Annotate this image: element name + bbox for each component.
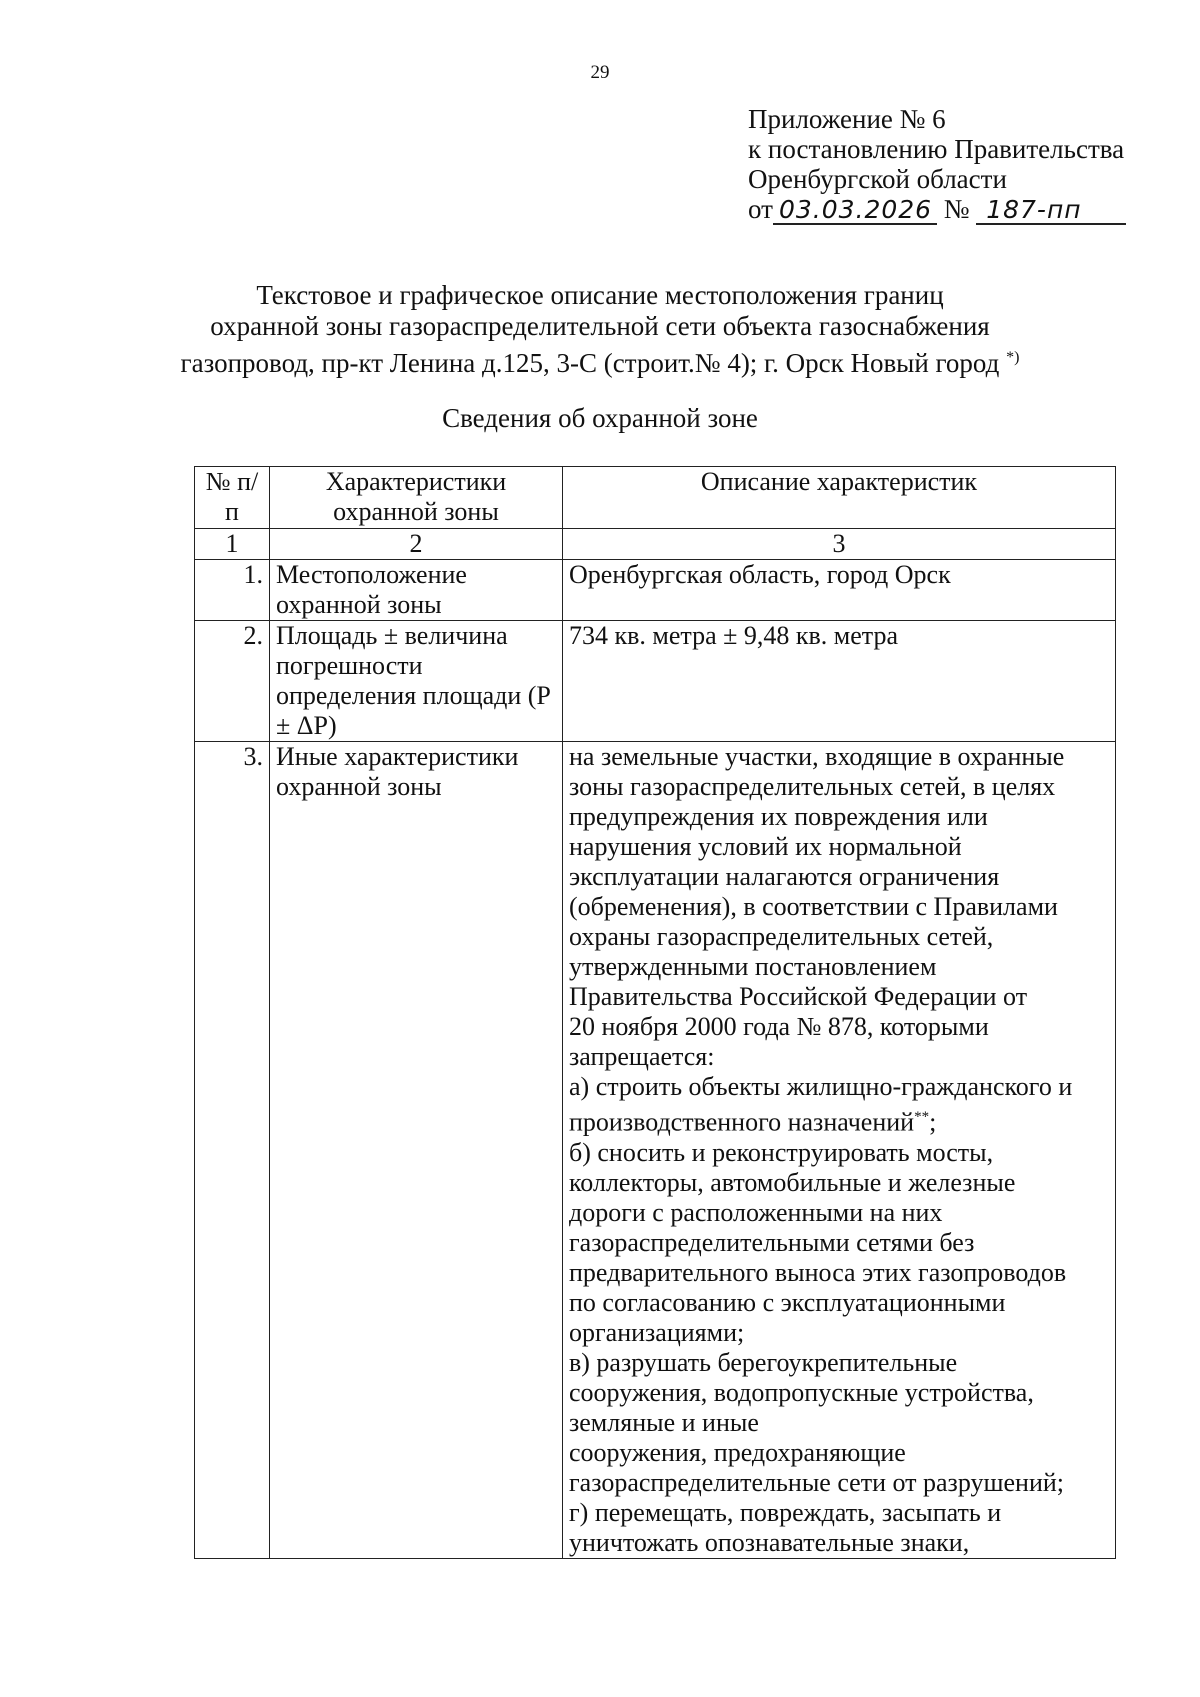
description-line: коллекторы, автомобильные и железные: [569, 1167, 1016, 1197]
description-line: сооружения, водопропускные устройства,: [569, 1377, 1034, 1407]
row-number: 1.: [195, 560, 270, 621]
description-line: по согласованию с эксплуатационными: [569, 1287, 1006, 1317]
header-description: Описание характеристик: [563, 467, 1116, 529]
description-line: утвержденными постановлением: [569, 952, 937, 981]
description-line: 734 кв. метра ± 9,48 кв. метра: [569, 621, 899, 650]
description-line: на земельные участки, входящие в охранные: [569, 742, 1065, 771]
document-title: [0, 280, 1200, 379]
row-characteristic: Иные характеристики охранной зоны: [270, 742, 563, 1559]
title-line-2: охранной зоны газораспределительной сети объекта газоснабжения: [210, 311, 990, 341]
index-cell: 2: [270, 529, 563, 560]
description-line: зоны газораспределительных сетей, в целях: [569, 772, 1056, 801]
description-line: запрещается:: [569, 1042, 715, 1071]
row-description: [563, 742, 1116, 1559]
description-line: предупреждения их повреждения или: [569, 802, 988, 831]
description-line: нарушения условий их нормальной: [569, 832, 962, 861]
appendix-decree: к постановлению Правительства: [748, 134, 1125, 164]
zone-info-table: [194, 466, 1116, 1559]
section-subtitle: Сведения об охранной зоне: [442, 403, 758, 433]
description-line: дороги с расположенными на них: [569, 1197, 943, 1227]
appendix-title: Приложение № 6: [748, 104, 946, 134]
description-line: охраны газораспределительных сетей,: [569, 922, 994, 951]
appendix-block: [748, 104, 1126, 225]
table-row: [195, 560, 1116, 621]
footnote-tail: ;: [929, 1107, 937, 1137]
index-cell: 1: [195, 529, 270, 560]
row-description: [563, 560, 1116, 621]
appendix-region: Оренбургской области: [748, 164, 1007, 194]
description-line-with-footnote: [569, 1102, 1109, 1138]
page-number: 29: [590, 62, 610, 83]
description-line: газораспределительными сетями без: [569, 1227, 975, 1257]
description-line: сооружения, предохраняющие: [569, 1437, 906, 1467]
description-line: 20 ноября 2000 года № 878, которыми: [569, 1012, 989, 1041]
index-cell: 3: [563, 529, 1116, 560]
table-row: [195, 742, 1116, 1559]
title-line-3-text: газопровод, пр-кт Ленина д.125, 3-С (строит.№ 4); г. Орск Новый город: [180, 348, 1000, 378]
date-prefix: от: [748, 194, 773, 224]
appendix-date-line: [748, 194, 1126, 225]
table-index-row: [195, 529, 1116, 560]
table-header-row: [195, 467, 1116, 529]
description-line: предварительного выноса этих газопроводов: [569, 1257, 1067, 1287]
footnote-mark: **: [914, 1109, 930, 1125]
description-line: а) строить объекты жилищно-гражданского и: [569, 1072, 1073, 1101]
description-line: уничтожать опознавательные знаки,: [569, 1527, 970, 1557]
description-line: (обременения), в соответствии с Правилами: [569, 892, 1058, 921]
number-prefix: №: [943, 194, 970, 224]
description-line: эксплуатации налагаются ограничения: [569, 862, 1000, 891]
title-line-1: Текстовое и графическое описание местоположения границ: [256, 280, 944, 310]
title-line-3: [0, 342, 1200, 379]
row-description: [563, 621, 1116, 742]
description-line: г) перемещать, повреждать, засыпать и: [569, 1497, 1002, 1527]
description-line: в) разрушать берегоукрепительные: [569, 1347, 958, 1377]
row-number: 2.: [195, 621, 270, 742]
description-line: Оренбургская область, город Орск: [569, 560, 951, 589]
handwritten-date: 03.03.2026: [773, 197, 937, 225]
header-number: № п/п: [195, 467, 270, 529]
row-characteristic: Местоположение охранной зоны: [270, 560, 563, 621]
description-line: б) сносить и реконструировать мосты,: [569, 1137, 994, 1167]
header-characteristics: Характеристики охранной зоны: [270, 467, 563, 529]
table-row: [195, 621, 1116, 742]
row-number: 3.: [195, 742, 270, 1559]
description-line: газораспределительные сети от разрушений;: [569, 1467, 1065, 1497]
description-line-text: производственного назначений: [569, 1107, 915, 1137]
description-line: Правительства Российской Федерации от: [569, 982, 1028, 1011]
handwritten-number: 187-пп: [976, 197, 1126, 225]
title-footnote-mark: *): [1006, 349, 1020, 366]
description-line: организациями;: [569, 1317, 745, 1347]
row-characteristic: Площадь ± величина погрешности определения площади (Р ± ΔР): [270, 621, 563, 742]
description-line: земляные и иные: [569, 1407, 759, 1437]
